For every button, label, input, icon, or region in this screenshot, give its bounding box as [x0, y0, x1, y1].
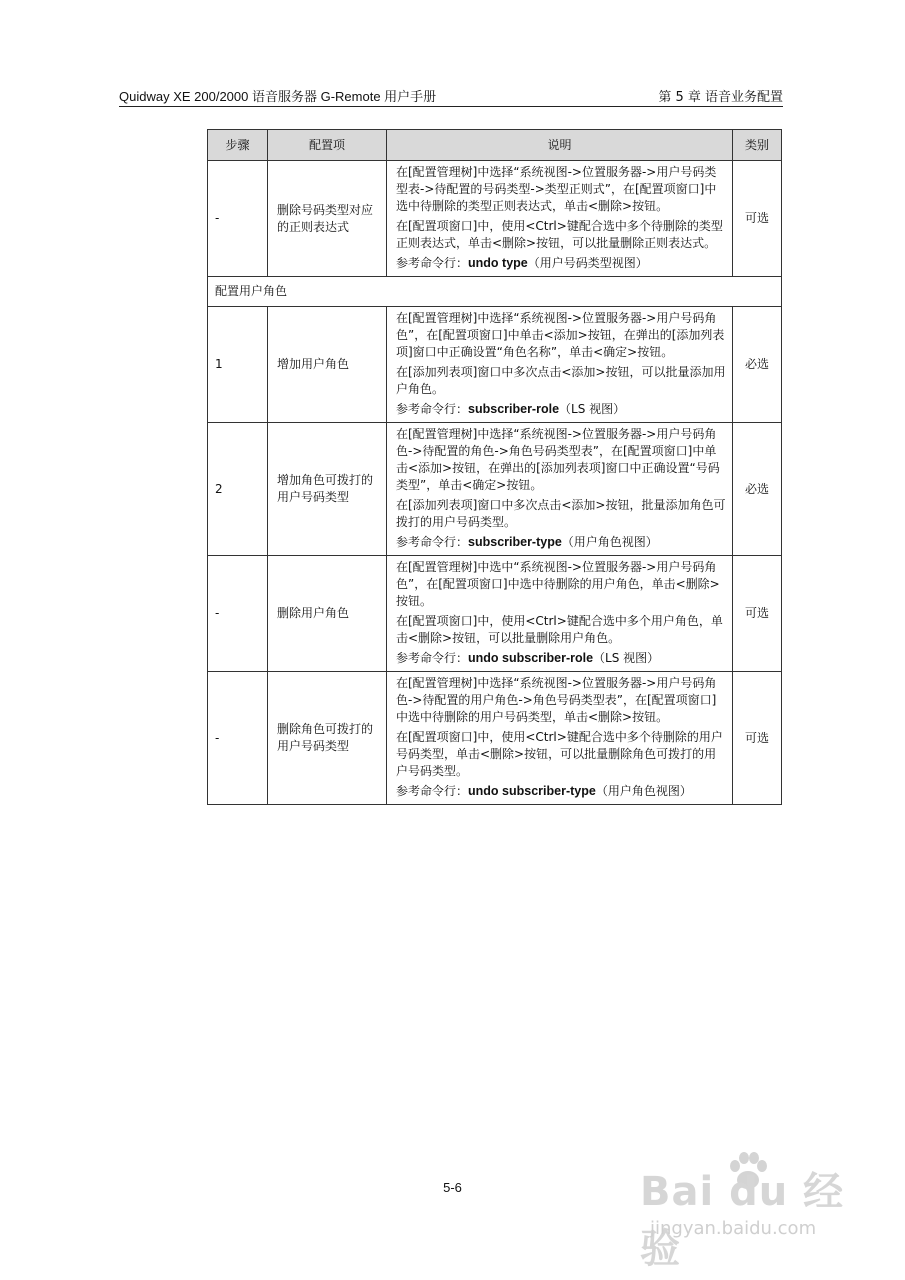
category-cell: 可选 — [733, 672, 782, 805]
command-view: （LS 视图） — [559, 402, 626, 416]
header-manual-title: Quidway XE 200/2000 语音服务器 G-Remote 用户手册 — [119, 89, 437, 104]
table-row — [208, 556, 782, 672]
watermark-url: jingyan.baidu.com — [650, 1218, 817, 1239]
table-group-row — [208, 277, 782, 307]
step-cell: 2 — [208, 423, 268, 556]
watermark — [640, 1150, 870, 1272]
table-row — [208, 307, 782, 423]
command-name: subscriber-role — [468, 402, 560, 416]
reference-command — [396, 534, 726, 551]
column-header-item: 配置项 — [268, 130, 387, 161]
page-header — [119, 84, 783, 107]
table-row — [208, 672, 782, 805]
description-paragraph: 在[配置管理树]中选择“系统视图->位置服务器->用户号码类型表->待配置的号码类型->类型正则式”，在[配置项窗口]中选中待删除的类型正则表达式，单击<删除>按钮。 — [396, 165, 717, 213]
command-name: undo type — [468, 256, 528, 270]
category-cell: 必选 — [733, 423, 782, 556]
description-paragraph: 在[配置管理树]中选择“系统视图->位置服务器->用户号码角色”，在[配置项窗口]中单击<添加>按钮，在弹出的[添加列表项]窗口中正确设置“角色名称”，单击<确定>按钮。 — [396, 311, 725, 359]
description-paragraph: 在[配置项窗口]中，使用<Ctrl>键配合选中多个用户角色，单击<删除>按钮，可以批量删除用户角色。 — [396, 614, 723, 645]
reference-prefix: 参考命令行： — [396, 784, 469, 798]
description-paragraph: 在[添加列表项]窗口中多次点击<添加>按钮，可以批量添加用户角色。 — [396, 365, 726, 396]
reference-command — [396, 783, 726, 800]
group-label: 配置用户角色 — [208, 277, 782, 307]
reference-prefix: 参考命令行： — [396, 535, 469, 549]
step-cell: 1 — [208, 307, 268, 423]
table-header-row — [208, 130, 782, 161]
command-name: undo subscriber-role — [468, 651, 594, 665]
config-item-cell: 增加角色可拨打的用户号码类型 — [268, 423, 387, 556]
description-cell — [387, 423, 733, 556]
category-cell: 可选 — [733, 161, 782, 277]
reference-prefix: 参考命令行： — [396, 402, 469, 416]
config-item-cell: 增加用户角色 — [268, 307, 387, 423]
config-item-cell: 删除角色可拨打的用户号码类型 — [268, 672, 387, 805]
description-cell — [387, 556, 733, 672]
config-item-cell: 删除号码类型对应的正则表达式 — [268, 161, 387, 277]
table-row — [208, 161, 782, 277]
page-number: 5-6 — [443, 1180, 462, 1195]
command-view: （LS 视图） — [593, 651, 660, 665]
command-name: undo subscriber-type — [468, 784, 596, 798]
description-cell — [387, 672, 733, 805]
category-cell: 必选 — [733, 307, 782, 423]
config-steps-table — [207, 129, 782, 805]
reference-command — [396, 401, 726, 418]
reference-command — [396, 255, 726, 272]
description-cell — [387, 307, 733, 423]
table-row — [208, 423, 782, 556]
description-paragraph: 在[配置项窗口]中，使用<Ctrl>键配合选中多个待删除的用户号码类型，单击<删除>按钮，可以批量删除角色可拨打的用户号码类型。 — [396, 730, 723, 778]
step-cell: - — [208, 161, 268, 277]
reference-prefix: 参考命令行： — [396, 651, 469, 665]
config-item-cell: 删除用户角色 — [268, 556, 387, 672]
column-header-step: 步骤 — [208, 130, 268, 161]
command-view: （用户号码类型视图） — [527, 256, 648, 270]
description-cell — [387, 161, 733, 277]
description-paragraph: 在[配置管理树]中选择“系统视图->位置服务器->用户号码角色->待配置的用户角色->角色号码类型表”，在[配置项窗口]中选中待删除的用户号码类型，单击<删除>按钮。 — [396, 676, 717, 724]
watermark-logo: Bai du 经验 — [640, 1169, 845, 1272]
description-paragraph: 在[配置管理树]中选中“系统视图->位置服务器->用户号码角色”，在[配置项窗口]中选中待删除的用户角色，单击<删除>按钮。 — [396, 560, 720, 608]
command-name: subscriber-type — [468, 535, 562, 549]
header-chapter-title: 第 5 章 语音业务配置 — [658, 90, 783, 105]
column-header-description: 说明 — [387, 130, 733, 161]
description-paragraph: 在[添加列表项]窗口中多次点击<添加>按钮，批量添加角色可拨打的用户号码类型。 — [396, 498, 726, 529]
reference-command — [396, 650, 726, 667]
description-paragraph: 在[配置项窗口]中，使用<Ctrl>键配合选中多个待删除的类型正则表达式，单击<删除>按钮，可以批量删除正则表达式。 — [396, 219, 723, 250]
step-cell: - — [208, 556, 268, 672]
command-view: （用户角色视图） — [561, 535, 658, 549]
column-header-category: 类别 — [733, 130, 782, 161]
step-cell: - — [208, 672, 268, 805]
category-cell: 可选 — [733, 556, 782, 672]
command-view: （用户角色视图） — [595, 784, 692, 798]
description-paragraph: 在[配置管理树]中选择“系统视图->位置服务器->用户号码角色->待配置的角色->角色号码类型表”，在[配置项窗口]中单击<添加>按钮，在弹出的[添加列表项]窗口中正确设置“号码类型”，单击<确定>按钮。 — [396, 427, 720, 492]
reference-prefix: 参考命令行： — [396, 256, 469, 270]
